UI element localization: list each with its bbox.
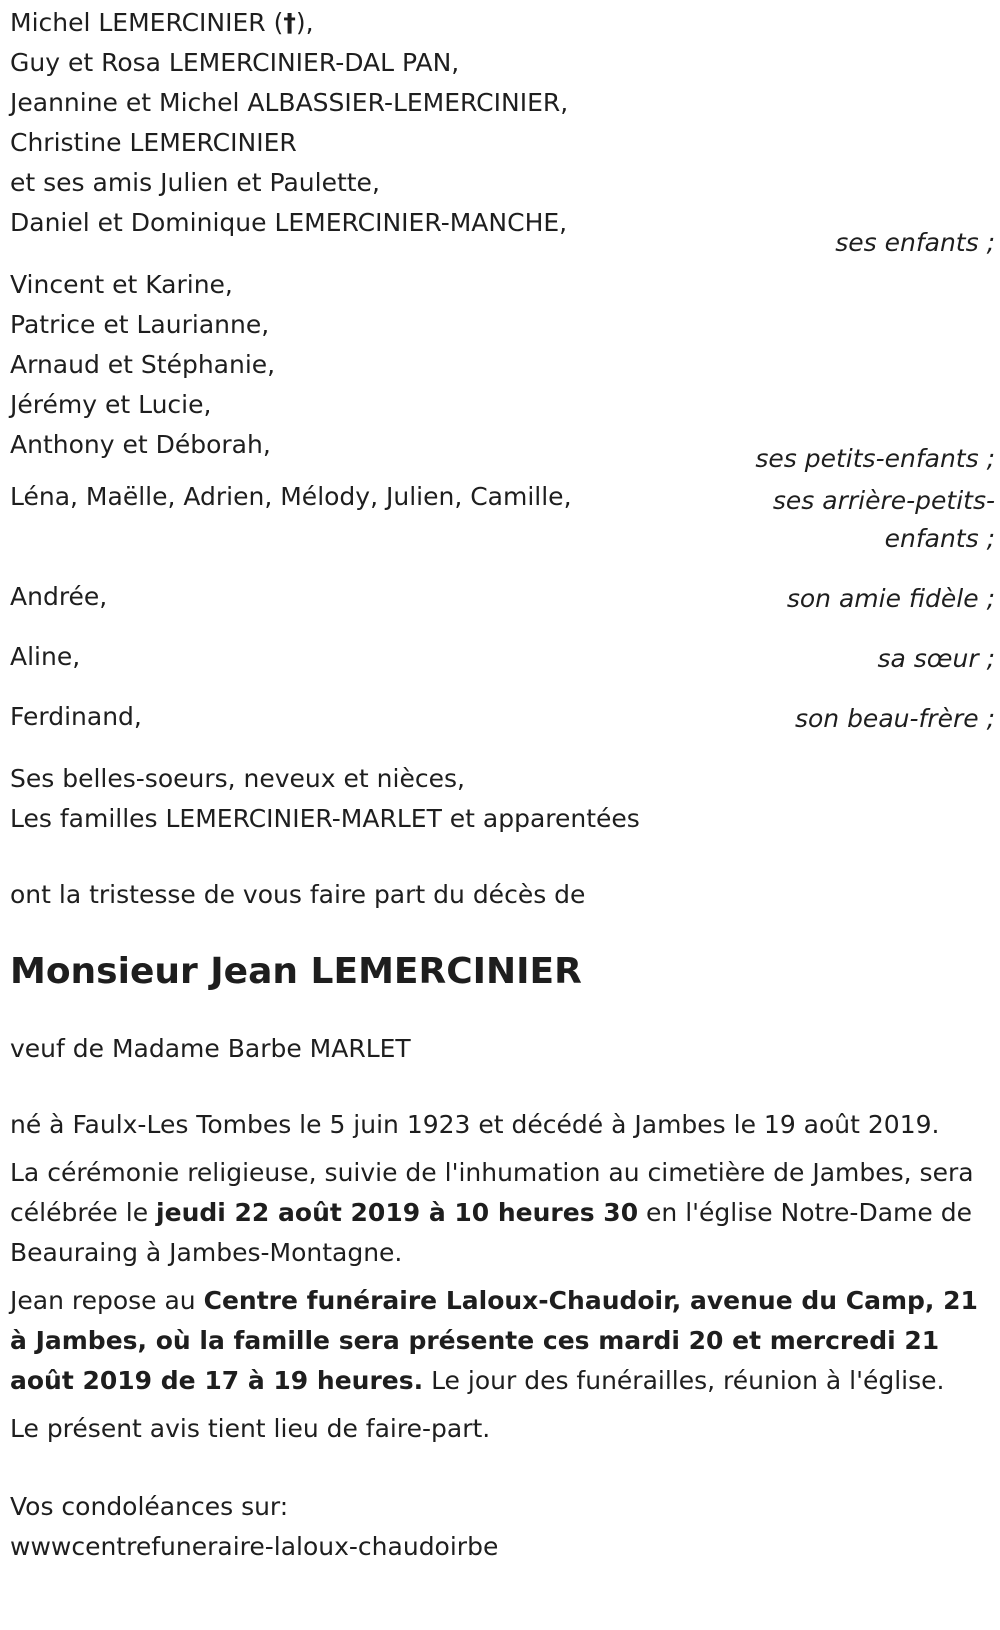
relation-children: ses enfants ; [835,228,995,257]
grandchild-line: Jérémy et Lucie, [10,390,212,419]
deceased-name: Monsieur Jean LEMERCINIER [10,951,582,992]
grandchild-line: Patrice et Laurianne, [10,310,270,339]
others-section [10,759,995,839]
child-line: Guy et Rosa LEMERCINIER-DAL PAN, [10,48,460,77]
relation-sister: sa sœur ; [877,644,995,673]
child-line: Jeannine et Michel ALBASSIER-LEMERCINIER, [10,88,569,117]
friend-section [10,577,995,637]
relation-great-grandchildren-1: ses arrière-petits- [772,486,995,515]
relation-friend: son amie fidèle ; [786,584,995,613]
rest-paragraph: Jean repose au Centre funéraire Laloux-Chaudoir, avenue du Camp, 21 à Jambes, où la famille sera présente ces mardi 20 et mercredi 21 août 2019 de 17 à 19 heures. Le jour des funérailles, réunion à l'église. [10,1286,978,1395]
others-line: Les familles LEMERCINIER-MARLET et apparentées [10,804,640,833]
ceremony-datetime: jeudi 22 août 2019 à 10 heures 30 [156,1198,639,1227]
grandchild-line: Anthony et Déborah, [10,430,271,459]
cross-icon: † [283,8,296,37]
obituary-notice [10,3,995,1567]
friend-name: Andrée, [10,582,108,611]
grandchild-line: Arnaud et Stéphanie, [10,350,276,379]
sister-name: Aline, [10,642,81,671]
others-line: Ses belles-soeurs, neveux et nièces, [10,764,465,793]
rest-location: Centre funéraire Laloux-Chaudoir, avenue du Camp, 21 à Jambes, où la famille sera présente ces mardi 20 et mercredi 21 août 2019 de 17 à 19 heures. [10,1286,978,1395]
widower-line: veuf de Madame Barbe MARLET [10,1034,411,1063]
grandchild-line: Vincent et Karine, [10,270,233,299]
relation-grandchildren: ses petits-enfants ; [755,444,995,473]
child-line: Michel LEMERCINIER (†), [10,8,314,37]
brother-in-law-name: Ferdinand, [10,702,142,731]
announcement: ont la tristesse de vous faire part du décès de [10,880,586,909]
relation-brother-in-law: son beau-frère ; [794,704,995,733]
children-section [10,3,995,257]
child-line: Daniel et Dominique LEMERCINIER-MANCHE, [10,208,568,237]
notice-line: Le présent avis tient lieu de faire-part. [10,1414,491,1443]
condolences-label: Vos condoléances sur: [10,1492,289,1521]
great-grandchildren-names: Léna, Maëlle, Adrien, Mélody, Julien, Camille, [10,482,572,511]
great-grandchildren-section [10,477,995,577]
ceremony-paragraph: La cérémonie religieuse, suivie de l'inhumation au cimetière de Jambes, sera célébrée le jeudi 22 août 2019 à 10 heures 30 en l'église Notre-Dame de Beauraing à Jambes-Montagne. [10,1158,974,1267]
child-line: Christine LEMERCINIER [10,128,297,157]
birth-death-line: né à Faulx-Les Tombes le 5 juin 1923 et décédé à Jambes le 19 août 2019. [10,1110,940,1139]
child-line: et ses amis Julien et Paulette, [10,168,380,197]
sister-section [10,637,995,697]
relation-great-grandchildren-2: enfants ; [884,524,995,553]
brother-in-law-section [10,697,995,757]
condolences-url[interactable]: wwwcentrefuneraire-laloux-chaudoirbe [10,1532,499,1561]
